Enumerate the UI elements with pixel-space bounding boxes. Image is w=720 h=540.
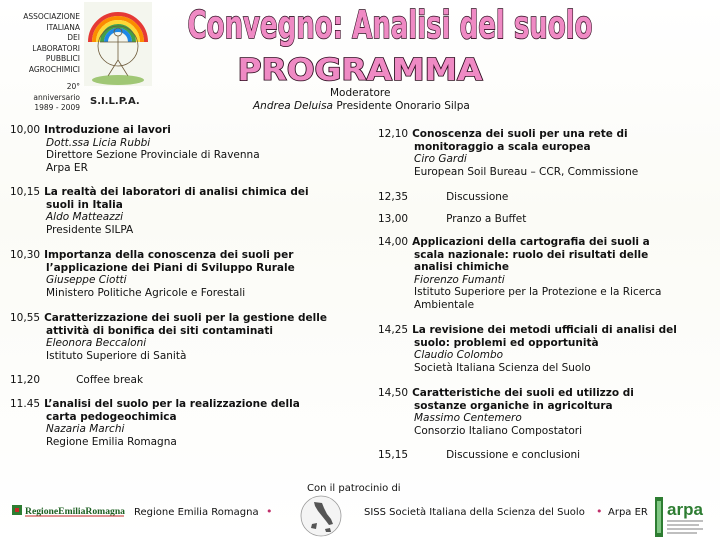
item-affiliation: Arpa ER (46, 161, 88, 174)
item-time: 15,15 (378, 449, 409, 461)
association-line: DEI (67, 33, 80, 42)
item-affiliation: Direttore Sezione Provinciale di Ravenna (46, 149, 260, 161)
item-title: La revisione dei metodi ufficiali di analisi del (412, 324, 677, 336)
item-title: L’analisi del suolo per la realizzazione della (44, 398, 300, 410)
item-time: 10,55 (10, 312, 41, 324)
item-title-cont: scala nazionale: ruolo dei risultati delle (414, 248, 649, 261)
item-time: 10,15 (10, 186, 41, 198)
anniversary-line: 20° (66, 82, 80, 91)
item-title-cont: monitoraggio a scala europea (414, 140, 591, 153)
item-time: 11,20 (10, 374, 41, 386)
item-affiliation: Regione Emilia Romagna (46, 435, 177, 448)
item-title: Applicazioni della cartografia dei suoli a (412, 236, 650, 248)
program-item (378, 324, 677, 374)
regione-emilia-romagna-logo (12, 502, 126, 518)
program-item (10, 398, 300, 448)
item-speaker: Eleonora Beccaloni (46, 337, 147, 349)
item-speaker: Claudio Colombo (414, 349, 504, 361)
moderator-role: Presidente Onorario Silpa (333, 100, 470, 112)
item-speaker: Giuseppe Ciotti (46, 274, 127, 286)
item-title-cont: sostanze organiche in agricoltura (414, 399, 613, 412)
item-title: Discussione e conclusioni (446, 449, 581, 461)
item-speaker: Dott.ssa Licia Rubbi (46, 136, 151, 149)
item-title: Discussione (446, 191, 509, 203)
association-line: LABORATORI (32, 43, 80, 53)
item-affiliation: Presidente SILPA (46, 223, 134, 236)
moderator-name: Andrea Deluisa (253, 100, 333, 112)
item-title: Caratterizzazione dei suoli per la gestione delle (44, 312, 327, 324)
program-item (10, 312, 327, 362)
footer-arpa: Arpa ER (608, 507, 648, 518)
program-item (378, 449, 580, 462)
regione-logo-wordmark: RegioneEmiliaRomagna (25, 507, 126, 517)
item-affiliation: Consorzio Italiano Compostatori (414, 424, 583, 437)
silpa-logo (84, 2, 152, 86)
item-time: 12,10 (378, 128, 409, 140)
item-title-cont: l’applicazione dei Piani di Sviluppo Rurale (46, 261, 295, 274)
program-item (10, 124, 260, 174)
title-banner (185, 0, 625, 88)
patronage-label: Con il patrocinio di (307, 483, 401, 494)
program-item (10, 249, 295, 299)
anniversary-line: 1989 - 2009 (34, 103, 80, 112)
item-affiliation: Società Italiana Scienza del Suolo (414, 361, 591, 374)
footer-siss: SISS Società Italiana della Scienza del Suolo (364, 507, 585, 518)
anniversary-line: anniversario (33, 92, 80, 102)
title-programma: PROGRAMMA (237, 53, 484, 88)
item-time: 13,00 (378, 213, 409, 225)
title-convegno: Convegno: Analisi del suolo (187, 3, 593, 47)
item-title: Conoscenza dei suoli per una rete di (412, 128, 628, 140)
item-title-cont: analisi chimiche (414, 261, 510, 273)
program-item (378, 128, 638, 178)
association-line: PUBBLICI (45, 54, 80, 63)
item-affiliation: Ambientale (414, 298, 475, 311)
program-item (378, 387, 634, 437)
item-title: Importanza della conoscenza dei suoli per (44, 249, 294, 261)
item-speaker: Ciro Gardi (414, 153, 467, 165)
item-speaker: Nazaria Marchi (46, 423, 125, 435)
footer-regione: Regione Emilia Romagna (134, 507, 259, 518)
item-time: 10,00 (10, 124, 41, 136)
item-affiliation: Istituto Superiore per la Protezione e la Ricerca (414, 286, 662, 298)
item-title-cont: suoli in Italia (46, 198, 123, 211)
arpa-logo-wordmark: arpa (667, 500, 703, 519)
item-title: La realtà dei laboratori di analisi chimica dei (44, 186, 309, 198)
program-item (378, 213, 526, 226)
item-time: 11.45 (10, 398, 41, 410)
program-item (10, 186, 309, 236)
item-affiliation: Ministero Politiche Agricole e Forestali (46, 286, 246, 299)
item-time: 14,00 (378, 236, 409, 248)
italy-map-icon (296, 494, 346, 538)
item-speaker: Fiorenzo Fumanti (414, 273, 505, 286)
association-line: ASSOCIAZIONE (23, 12, 80, 21)
program-item (378, 191, 508, 204)
item-time: 12,35 (378, 191, 409, 203)
moderator-line (253, 100, 470, 112)
item-title-cont: attività di bonifica dei siti contaminati (46, 324, 274, 337)
item-time: 14,50 (378, 387, 409, 399)
association-line: ITALIANA (46, 22, 80, 32)
item-affiliation: Istituto Superiore di Sanità (46, 349, 187, 362)
item-title: Pranzo a Buffet (446, 213, 527, 225)
association-line: AGROCHIMICI (28, 64, 80, 74)
footer-bullet: • (266, 505, 273, 518)
item-time: 10,30 (10, 249, 41, 261)
arpa-logo (655, 495, 707, 539)
item-title-cont: suolo: problemi ed opportunità (414, 336, 599, 349)
program-item (378, 236, 661, 311)
anniversary-label (2, 82, 80, 114)
item-title: Caratteristiche dei suoli ed utilizzo di (412, 387, 634, 399)
item-affiliation: European Soil Bureau – CCR, Commissione (414, 165, 639, 178)
footer-bullet: • (596, 505, 603, 518)
silpa-acronym: S.I.L.P.A. (90, 96, 140, 107)
moderator-label: Moderatore (330, 87, 391, 99)
item-title: Coffee break (76, 374, 144, 386)
item-speaker: Massimo Centemero (414, 412, 522, 424)
item-title: Introduzione ai lavori (44, 124, 171, 136)
item-title-cont: carta pedogeochimica (46, 410, 177, 423)
item-speaker: Aldo Matteazzi (46, 211, 124, 223)
association-name (2, 12, 80, 75)
program-item (10, 374, 143, 387)
item-time: 14,25 (378, 324, 409, 336)
